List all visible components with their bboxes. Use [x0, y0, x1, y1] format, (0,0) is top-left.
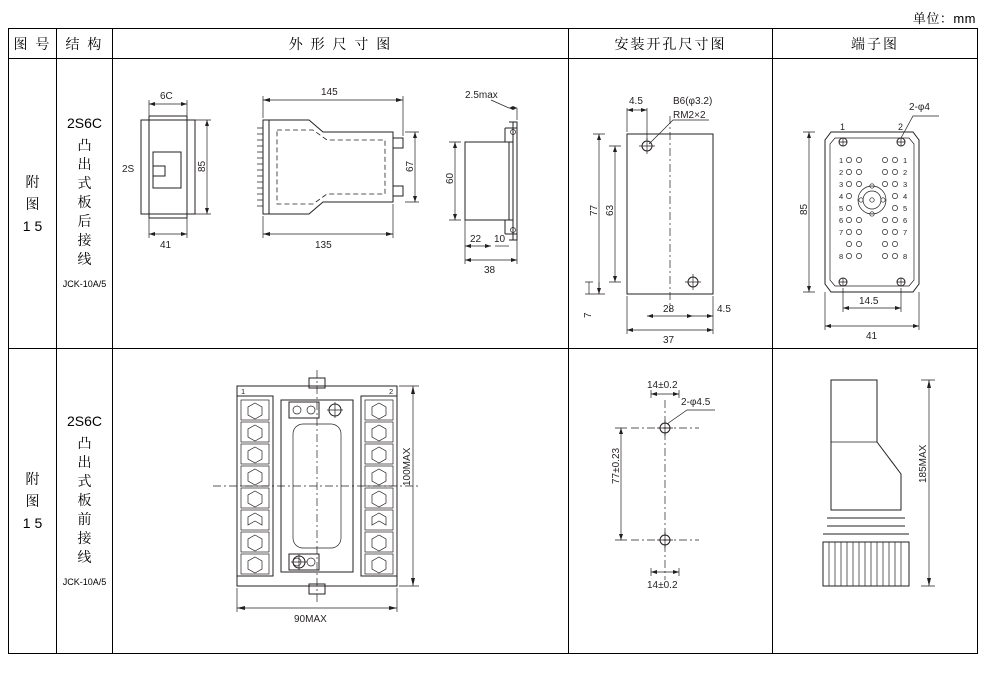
svg-text:B6(φ3.2): B6(φ3.2)	[673, 95, 713, 107]
structure-desc-char: 式	[77, 472, 92, 489]
svg-text:2: 2	[898, 121, 904, 132]
svg-text:5: 5	[839, 203, 844, 213]
outline-cell-2	[113, 349, 569, 654]
structure-desc-char: 板	[77, 491, 92, 508]
fig-no-char: 图	[25, 195, 40, 212]
svg-text:8: 8	[839, 251, 844, 261]
structure-desc-char: 后	[77, 213, 92, 229]
structure-desc-char: 前	[77, 510, 92, 527]
svg-text:28: 28	[663, 303, 675, 315]
svg-text:41: 41	[160, 239, 172, 251]
structure-cell-2	[57, 349, 113, 654]
unit-note: 单位：mm	[912, 11, 976, 26]
structure-info-1	[57, 113, 112, 294]
svg-text:145: 145	[321, 86, 338, 98]
svg-text:185MAX: 185MAX	[918, 444, 929, 483]
structure-info-2	[57, 411, 112, 592]
structure-desc-char: 凸	[77, 137, 92, 153]
terminal-cell-2	[773, 349, 978, 654]
fig-no-char: 1 5	[22, 217, 43, 234]
svg-text:5: 5	[903, 203, 908, 213]
svg-text:4.5: 4.5	[629, 95, 643, 107]
header-fig-no: 图 号	[9, 29, 57, 59]
structure-model: 2S6C	[66, 115, 103, 131]
svg-text:77±0.23: 77±0.23	[611, 447, 622, 484]
structure-desc-char: 式	[77, 175, 92, 191]
structure-code: JCK-10A/5	[62, 576, 107, 587]
svg-text:41: 41	[866, 330, 878, 342]
svg-text:85: 85	[799, 203, 810, 215]
fig-no-cell-2	[9, 349, 57, 654]
svg-text:14±0.2: 14±0.2	[647, 379, 678, 391]
terminal-cell-1	[773, 59, 978, 349]
svg-text:60: 60	[445, 172, 456, 184]
svg-text:85: 85	[197, 160, 208, 172]
svg-text:90MAX: 90MAX	[294, 613, 327, 625]
svg-text:2.5max: 2.5max	[465, 89, 498, 101]
svg-text:RM2×2: RM2×2	[673, 109, 706, 121]
svg-text:4.5: 4.5	[717, 303, 731, 315]
svg-text:8: 8	[903, 251, 908, 261]
outline-drawing-1	[113, 60, 567, 348]
structure-desc-char: 接	[77, 232, 92, 248]
svg-text:14.5: 14.5	[859, 295, 879, 307]
structure-desc	[57, 434, 112, 567]
structure-desc-char: 出	[77, 156, 92, 172]
header-structure: 结 构	[57, 29, 113, 59]
svg-text:3: 3	[839, 179, 844, 189]
terminal-drawing-2	[773, 350, 976, 653]
svg-text:37: 37	[663, 334, 675, 346]
corner-label-right: 2	[389, 386, 394, 396]
hole-drawing-2	[569, 350, 771, 653]
svg-text:135: 135	[315, 239, 332, 251]
dimension-table	[8, 28, 978, 654]
svg-text:2: 2	[839, 167, 844, 177]
fig-no-cell-1	[9, 59, 57, 349]
fig-no-vertical-2	[9, 468, 56, 534]
header-outline: 外 形 尺 寸 图	[113, 29, 569, 59]
svg-text:38: 38	[484, 264, 496, 276]
svg-text:6C: 6C	[160, 90, 173, 102]
svg-text:1: 1	[840, 121, 846, 132]
fig-no-char: 1 5	[22, 515, 43, 531]
svg-text:4: 4	[839, 191, 844, 201]
svg-text:1: 1	[903, 155, 908, 165]
svg-text:22: 22	[470, 233, 482, 245]
svg-text:1: 1	[839, 155, 844, 165]
table-header-row	[9, 29, 978, 59]
structure-desc-char: 线	[77, 251, 92, 267]
svg-text:7: 7	[903, 227, 908, 237]
svg-text:4: 4	[903, 191, 908, 201]
structure-desc-char: 出	[77, 453, 92, 470]
svg-text:7: 7	[839, 227, 844, 237]
svg-text:6: 6	[903, 215, 908, 225]
hole-cell-2	[569, 349, 773, 654]
outline-cell-1	[113, 59, 569, 349]
hole-cell-1	[569, 59, 773, 349]
header-hole: 安装开孔尺寸图	[569, 29, 773, 59]
svg-text:67: 67	[405, 160, 416, 172]
structure-desc-char: 板	[77, 194, 92, 210]
structure-model: 2S6C	[66, 412, 103, 429]
structure-desc	[57, 136, 112, 269]
structure-desc-char: 线	[77, 548, 92, 565]
table-row	[9, 349, 978, 654]
svg-text:7: 7	[583, 311, 594, 318]
fig-no-vertical-1	[9, 171, 56, 237]
fig-no-char: 附	[25, 173, 40, 190]
svg-text:77: 77	[589, 204, 600, 216]
svg-text:3: 3	[903, 179, 908, 189]
corner-label-left: 1	[241, 386, 246, 396]
terminal-drawing-1	[773, 60, 976, 348]
svg-text:2S: 2S	[122, 163, 135, 175]
svg-text:6: 6	[839, 215, 844, 225]
svg-text:2: 2	[903, 167, 908, 177]
svg-text:10: 10	[494, 233, 506, 245]
svg-text:63: 63	[605, 204, 616, 216]
svg-text:2-φ4: 2-φ4	[909, 101, 930, 113]
svg-text:100MAX: 100MAX	[402, 447, 413, 486]
svg-text:14±0.2: 14±0.2	[647, 579, 678, 591]
svg-text:2-φ4.5: 2-φ4.5	[681, 396, 711, 408]
fig-no-char: 附	[25, 471, 40, 487]
structure-code: JCK-10A/5	[62, 279, 107, 289]
structure-desc-char: 凸	[77, 434, 92, 451]
hole-drawing-1	[569, 60, 771, 348]
structure-desc-char: 接	[77, 529, 92, 546]
structure-cell-1	[57, 59, 113, 349]
fig-no-char: 图	[25, 493, 40, 509]
header-terminal: 端子图	[773, 29, 978, 59]
table-row	[9, 59, 978, 349]
outline-drawing-2	[113, 350, 567, 653]
